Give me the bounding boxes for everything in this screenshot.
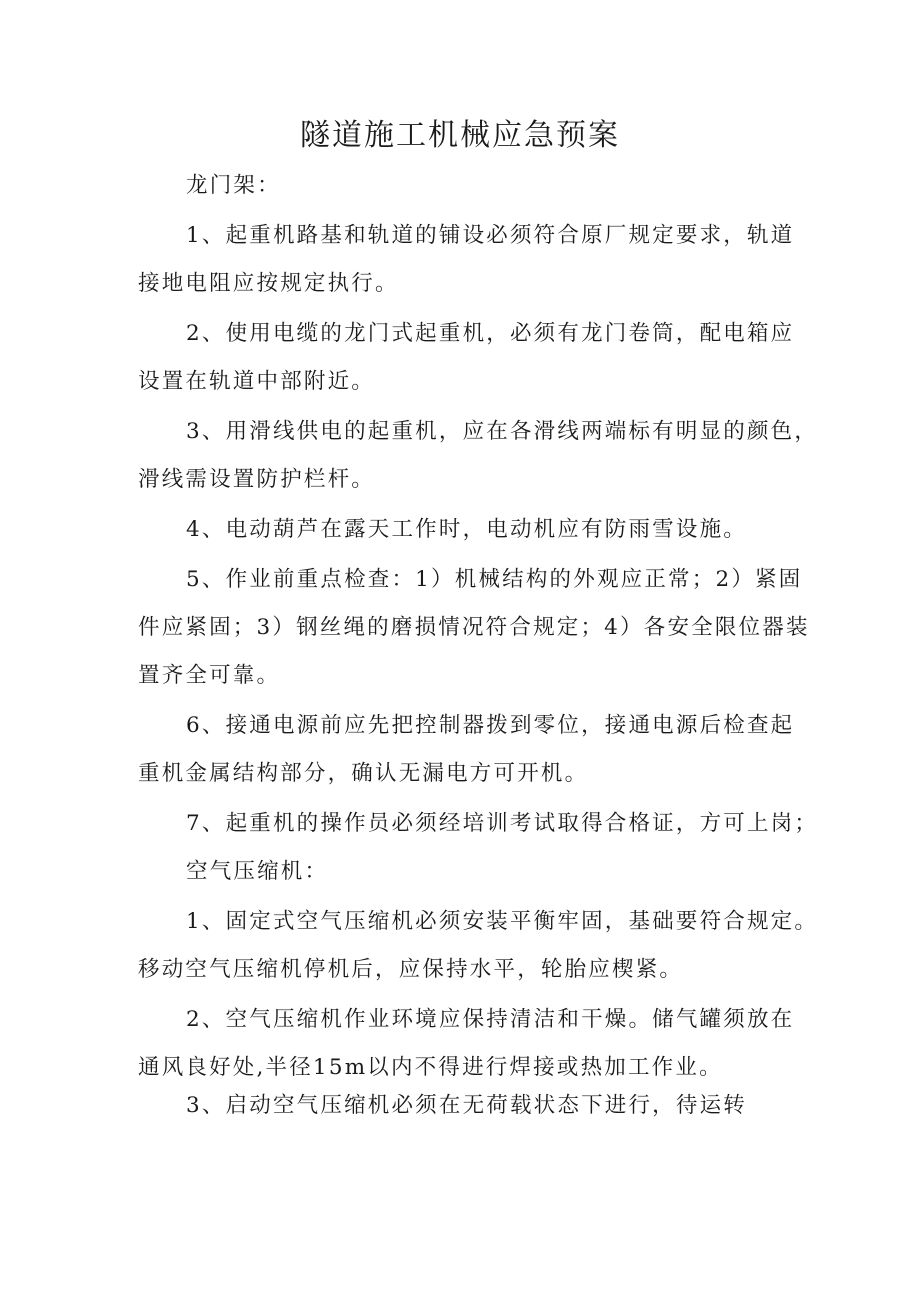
paragraph-line: 4、电动葫芦在露天工作时，电动机应有防雨雪设施。 (186, 517, 747, 542)
paragraph-line: 移动空气压缩机停机后，应保持水平，轮胎应楔紧。 (138, 957, 684, 982)
paragraph-line: 1、固定式空气压缩机必须安装平衡牢固，基础要符合规定。 (186, 909, 819, 934)
paragraph-line: 置齐全可靠。 (138, 663, 281, 688)
paragraph-line: 3、启动空气压缩机必须在无荷载状态下进行，待运转 (186, 1093, 747, 1118)
page-title: 隧道施工机械应急预案 (300, 118, 620, 153)
paragraph-line: 重机金属结构部分，确认无漏电方可开机。 (138, 761, 589, 786)
section-heading: 空气压缩机： (186, 859, 329, 884)
paragraph-line: 2、空气压缩机作业环境应保持清洁和干燥。储气罐须放在 (186, 1007, 795, 1032)
paragraph-line: 3、用滑线供电的起重机，应在各滑线两端标有明显的颜色， (186, 419, 819, 444)
paragraph-line: 2、使用电缆的龙门式起重机，必须有龙门卷筒，配电箱应 (186, 321, 795, 346)
paragraph-line: 1、起重机路基和轨道的铺设必须符合原厂规定要求，轨道 (186, 223, 795, 248)
paragraph-line: 5、作业前重点检查：1）机械结构的外观应正常；2）紧固 (186, 567, 803, 592)
section-heading: 龙门架： (186, 173, 281, 198)
paragraph-line: 接地电阻应按规定执行。 (138, 271, 399, 296)
paragraph-line: 滑线需设置防护栏杆。 (138, 467, 376, 492)
paragraph-line: 6、接通电源前应先把控制器拨到零位，接通电源后检查起 (186, 713, 795, 738)
paragraph-line: 7、起重机的操作员必须经培训考试取得合格证，方可上岗； (186, 811, 819, 836)
paragraph-line: 通风良好处,半径15m以内不得进行焊接或热加工作业。 (138, 1055, 723, 1080)
paragraph-line: 件应紧固；3）钢丝绳的磨损情况符合规定；4）各安全限位器装 (138, 615, 810, 640)
paragraph-line: 设置在轨道中部附近。 (138, 369, 376, 394)
